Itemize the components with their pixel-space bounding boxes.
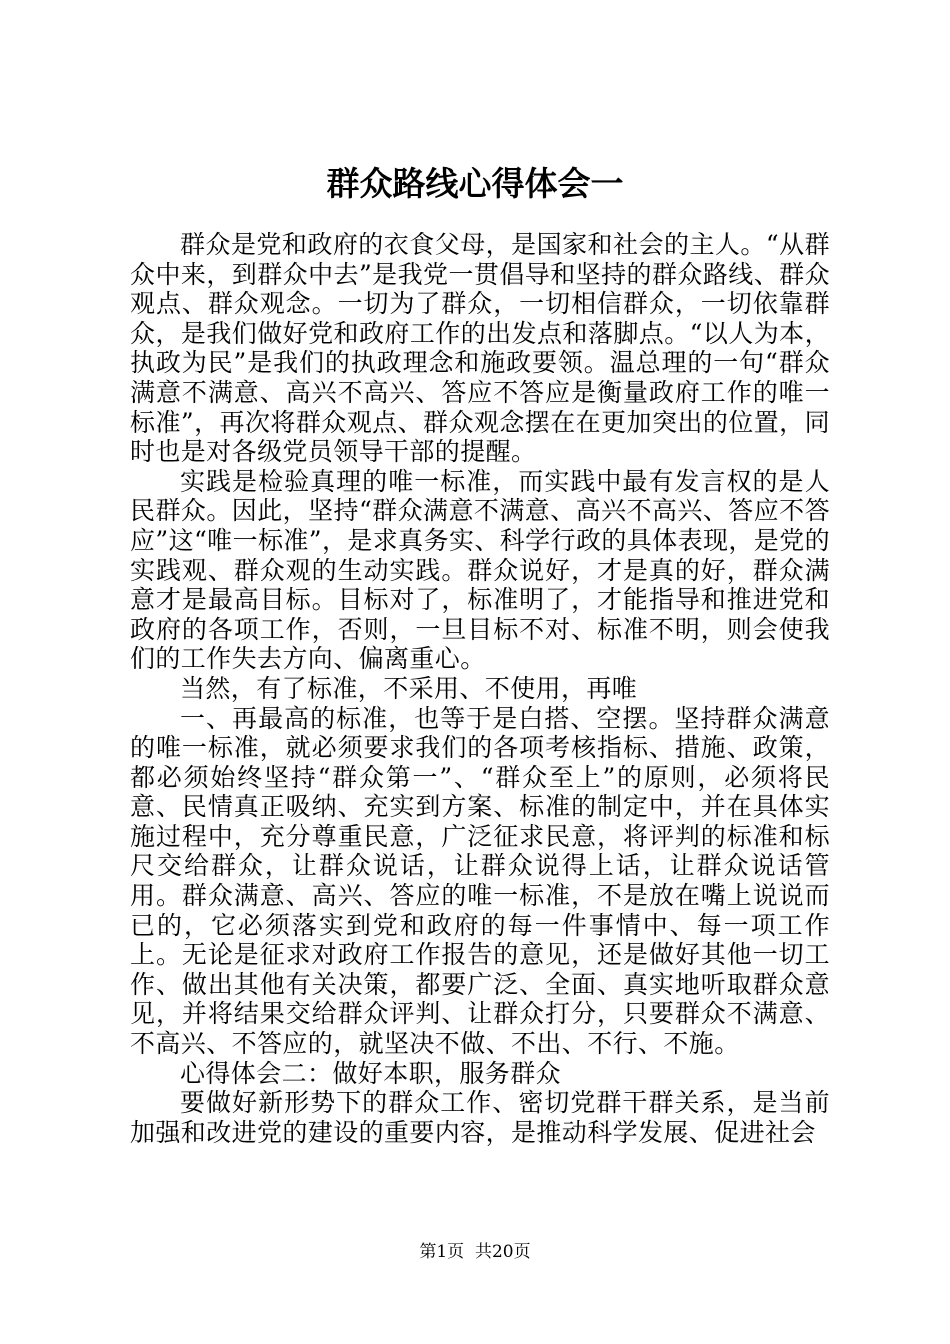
paragraph-3: 当然，有了标准，不采用、不使用，再唯 <box>180 673 638 703</box>
page-footer <box>0 1240 950 1264</box>
section-heading-2: 心得体会二：做好本职，服务群众 <box>180 1058 562 1088</box>
paragraph-1: 群众是党和政府的衣食父母，是国家和社会的主人。“从群众中来，到群众中去”是我党一贯倡导和坚持的群众路线、群众观点、群众观念。一切为了群众，一切相信群众，一切依靠群众，是我们做好党和政府工作的出发点和落脚点。“以人为本，执政为民”是我们的执政理念和施政要领。温总理的一句“群众满意不满意、高兴不高兴、答应不答应是衡量政府工作的唯一标准”，再次将群众观点、群众观念摆在在更加突出的位置，同时也是对各级党员领导干部的提醒。 <box>130 230 830 467</box>
page-number: 第1页 共20页 <box>419 1242 531 1262</box>
paragraph-4: 一、再最高的标准，也等于是白搭、空摆。坚持群众满意的唯一标准，就必须要求我们的各项考核指标、措施、政策，都必须始终坚持“群众第一”、“群众至上”的原则，必须将民意、民情真正吸纳、充实到方案、标准的制定中，并在具体实施过程中，充分尊重民意，广泛征求民意，将评判的标准和标尺交给群众，让群众说话，让群众说得上话，让群众说话管用。群众满意、高兴、答应的唯一标准，不是放在嘴上说说而已的，它必须落实到党和政府的每一件事情中、每一项工作上。无论是征求对政府工作报告的意见，还是做好其他一切工作、做出其他有关决策，都要广泛、全面、真实地听取群众意见，并将结果交给群众评判、让群众打分，只要群众不满意、不高兴、不答应的，就坚决不做、不出、不行、不施。 <box>130 703 830 1059</box>
document-title: 群众路线心得体会一 <box>326 164 624 203</box>
paragraph-5: 要做好新形势下的群众工作、密切党群干群关系，是当前加强和改进党的建设的重要内容，是推动科学发展、促进社会 <box>130 1088 830 1147</box>
paragraph-2: 实践是检验真理的唯一标准，而实践中最有发言权的是人民群众。因此，坚持“群众满意不满意、高兴不高兴、答应不答应”这“唯一标准”，是求真务实、科学行政的具体表现，是党的实践观、群众观的生动实践。群众说好，才是真的好，群众满意才是最高目标。目标对了，标准明了，才能指导和推进党和政府的各项工作，否则，一旦目标不对、标准不明，则会使我们的工作失去方向、偏离重心。 <box>130 466 830 674</box>
document-body <box>130 230 830 1147</box>
